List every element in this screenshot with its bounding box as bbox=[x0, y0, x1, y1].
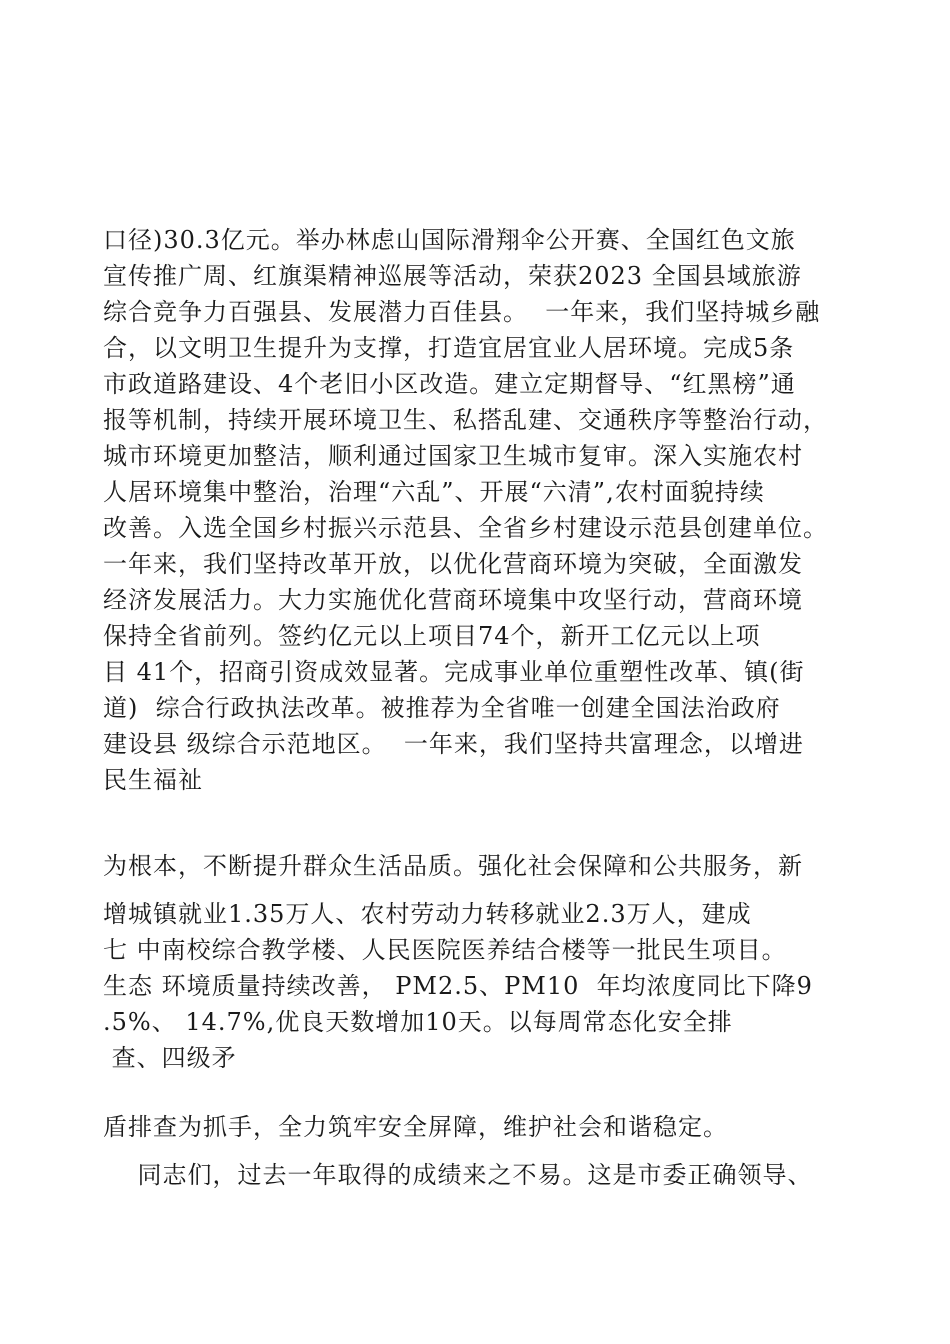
paragraph-line: 口径)30.3亿元。举办林虑山国际滑翔伞公开赛、全国红色文旅 bbox=[103, 226, 796, 254]
paragraph-line: 七 中南校综合教学楼、人民医院医养结合楼等一批民生项目。 bbox=[103, 936, 787, 964]
paragraph-line: 道) 综合行政执法改革。被推荐为全省唯一创建全国法治政府 bbox=[103, 694, 781, 722]
paragraph-line: 查、四级矛 bbox=[103, 1044, 237, 1072]
paragraph-line: 为根本，不断提升群众生活品质。强化社会保障和公共服务，新 bbox=[103, 852, 803, 880]
paragraph-line: 生态 环境质量持续改善， PM2.5、PM10 年均浓度同比下降9 bbox=[103, 972, 813, 1000]
paragraph-line: 建设县 级综合示范地区。 一年来，我们坚持共富理念，以增进 bbox=[103, 730, 804, 758]
paragraph-line: 经济发展活力。大力实施优化营商环境集中攻坚行动，营商环境 bbox=[103, 586, 803, 614]
paragraph-line: 目 41个，招商引资成效显著。完成事业单位重塑性改革、镇(街 bbox=[103, 658, 805, 686]
paragraph-line: .5%、 14.7%,优良天数增加10天。以每周常态化安全排 bbox=[103, 1008, 733, 1036]
paragraph-line: 改善。入选全国乡村振兴示范县、全省乡村建设示范县创建单位。 bbox=[103, 514, 828, 542]
paragraph-line: 合，以文明卫生提升为支撑，打造宜居宜业人居环境。完成5条 bbox=[103, 334, 795, 362]
paragraph-line: 综合竞争力百强县、发展潜力百佳县。 一年来，我们坚持城乡融 bbox=[103, 298, 821, 326]
paragraph-line: 增城镇就业1.35万人、农村劳动力转移就业2.3万人，建成 bbox=[103, 900, 752, 928]
paragraph-line: 民生福祉 bbox=[103, 766, 203, 794]
paragraph-line: 城市环境更加整洁，顺利通过国家卫生城市复审。深入实施农村 bbox=[103, 442, 803, 470]
paragraph-line: 盾排查为抓手，全力筑牢安全屏障，维护社会和谐稳定。 bbox=[103, 1113, 728, 1141]
paragraph-line: 一年来，我们坚持改革开放，以优化营商环境为突破，全面激发 bbox=[103, 550, 803, 578]
paragraph-line: 市政道路建设、4个老旧小区改造。建立定期督导、“红黑榜”通 bbox=[103, 370, 796, 398]
paragraph-line: 报等机制，持续开展环境卫生、私搭乱建、交通秩序等整治行动， bbox=[103, 406, 828, 434]
paragraph-line: 人居环境集中整治，治理“六乱”、开展“六清”,农村面貌持续 bbox=[103, 478, 765, 506]
paragraph-line: 宣传推广周、红旗渠精神巡展等活动，荣获2023 全国县域旅游 bbox=[103, 262, 802, 290]
paragraph-line: 保持全省前列。签约亿元以上项目74个，新开工亿元以上项 bbox=[103, 622, 761, 650]
paragraph-line: 同志们，过去一年取得的成绩来之不易。这是市委正确领导、 bbox=[103, 1161, 813, 1189]
